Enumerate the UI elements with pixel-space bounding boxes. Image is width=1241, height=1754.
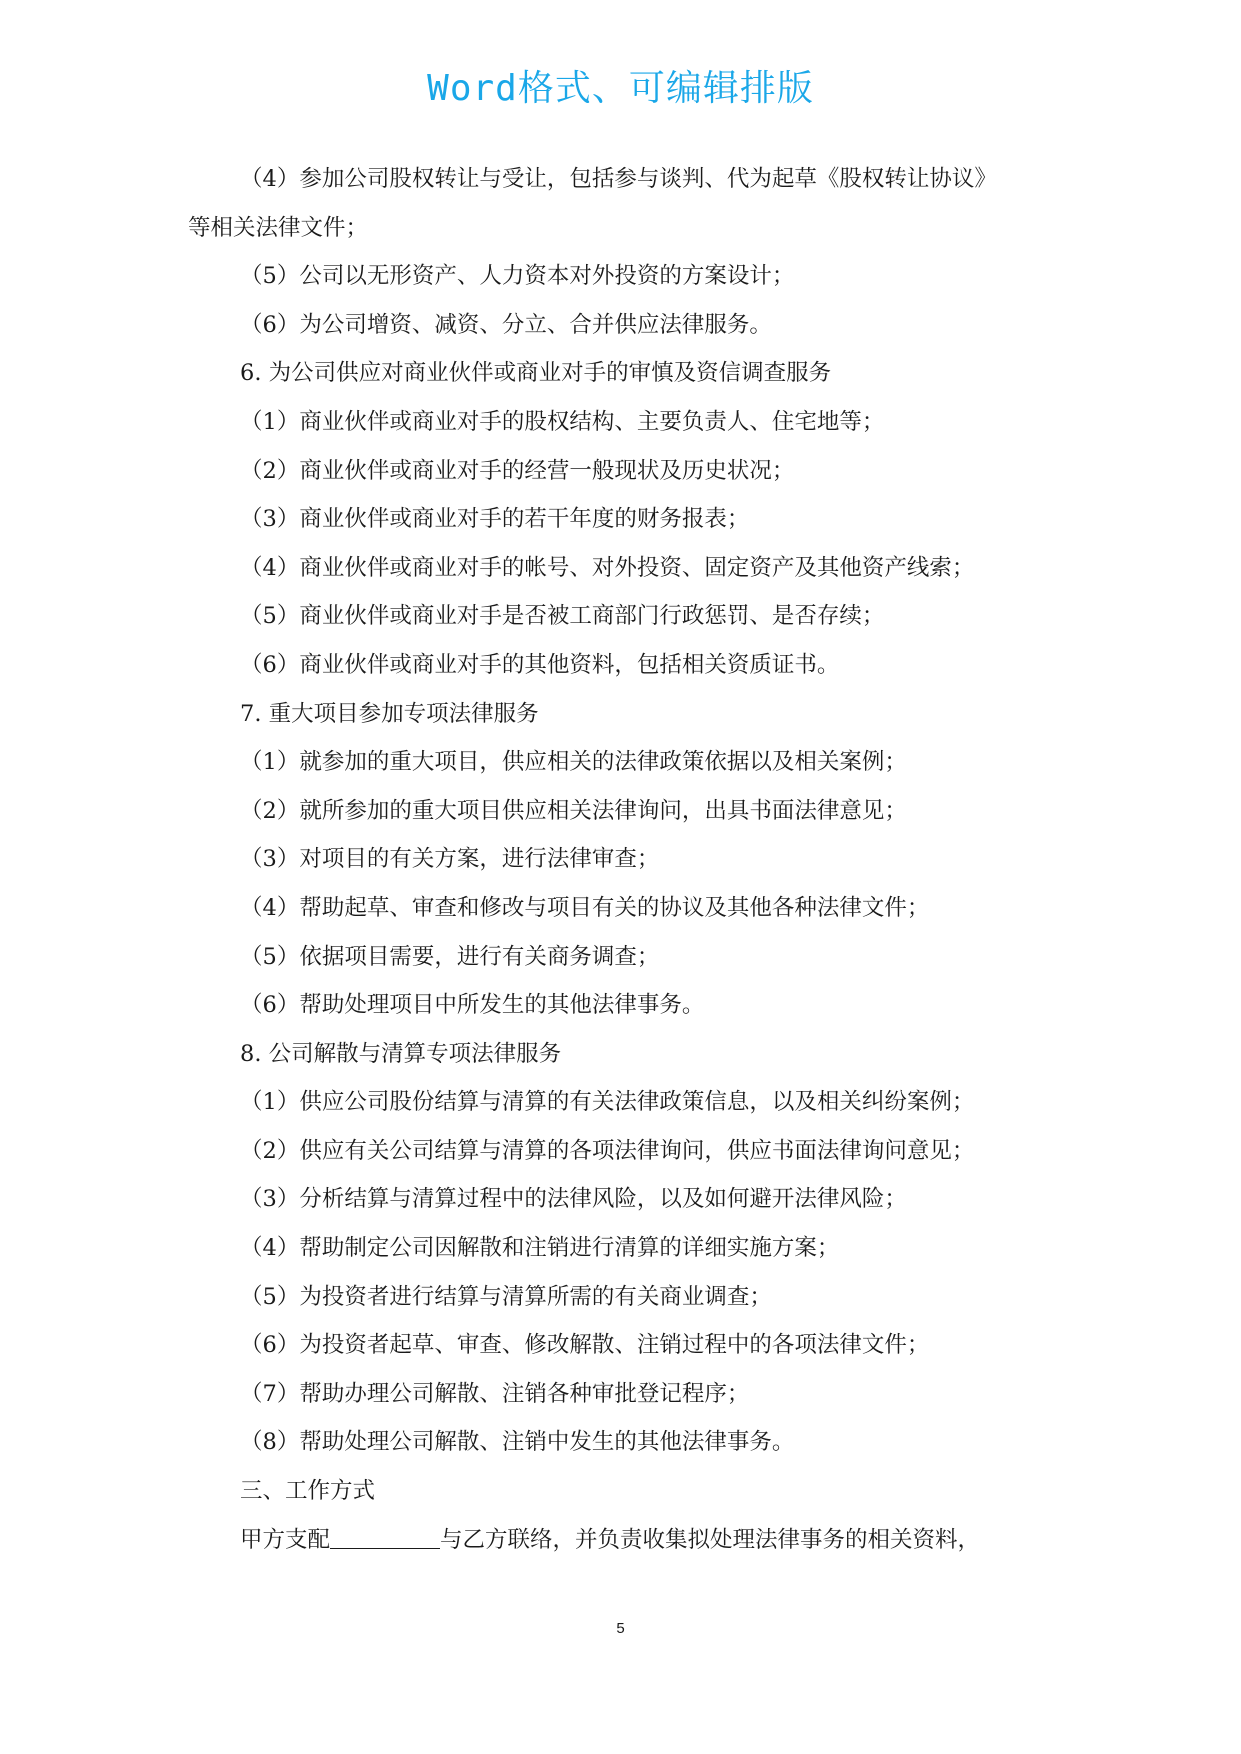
paragraph-line: （3）对项目的有关方案，进行法律审查； [240, 846, 660, 873]
fill-in-blank[interactable] [330, 1520, 440, 1549]
paragraph-line: （4）帮助制定公司因解散和注销进行清算的详细实施方案； [240, 1235, 840, 1262]
line-prefix: 甲方支配 [240, 1526, 331, 1553]
paragraph-line: （5）商业伙伴或商业对手是否被工商部门行政惩罚、是否存续； [240, 603, 885, 630]
line-suffix: 与乙方联络，并负责收集拟处理法律事务的相关资料， [440, 1526, 981, 1553]
document-header-title: Word格式、可编辑排版 [427, 68, 814, 109]
section-heading: 7. 重大项目参加专项法律服务 [240, 700, 539, 727]
page-number: 5 [616, 1620, 625, 1637]
section-heading: 6. 为公司供应对商业伙伴或商业对手的审慎及资信调查服务 [240, 360, 832, 387]
document-body [188, 155, 1068, 1564]
paragraph-line: （6）为公司增资、减资、分立、合并供应法律服务。 [240, 311, 772, 338]
paragraph-line: （2）商业伙伴或商业对手的经营一般现状及历史状况； [240, 457, 795, 484]
paragraph-line: （6）帮助处理项目中所发生的其他法律事务。 [240, 992, 705, 1019]
paragraph-line: （3）分析结算与清算过程中的法律风险，以及如何避开法律风险； [240, 1186, 907, 1213]
paragraph-line: （2）供应有关公司结算与清算的各项法律询问，供应书面法律询问意见； [240, 1137, 975, 1164]
section-heading: 8. 公司解散与清算专项法律服务 [240, 1040, 562, 1067]
paragraph-line: （4）帮助起草、审查和修改与项目有关的协议及其他各种法律文件； [240, 894, 930, 921]
paragraph-line: （5）公司以无形资产、人力资本对外投资的方案设计； [240, 263, 795, 290]
paragraph-line: （4）商业伙伴或商业对手的帐号、对外投资、固定资产及其他资产线索； [240, 554, 975, 581]
paragraph-line: （1）供应公司股份结算与清算的有关法律政策信息，以及相关纠纷案例； [240, 1089, 975, 1116]
paragraph-line: （6）为投资者起草、审查、修改解散、注销过程中的各项法律文件； [240, 1332, 930, 1359]
paragraph-line: （5）为投资者进行结算与清算所需的有关商业调查； [240, 1283, 772, 1310]
paragraph-line: （1）商业伙伴或商业对手的股权结构、主要负责人、住宅地等； [240, 408, 885, 435]
paragraph-line: （1）就参加的重大项目，供应相关的法律政策依据以及相关案例； [240, 749, 907, 776]
paragraph-line: （3）商业伙伴或商业对手的若干年度的财务报表； [240, 506, 750, 533]
paragraph-line: （5）依据项目需要，进行有关商务调查； [240, 943, 660, 970]
paragraph-line: 等相关法律文件； [188, 214, 369, 241]
paragraph-line: （6）商业伙伴或商业对手的其他资料，包括相关资质证书。 [240, 651, 840, 678]
paragraph-line-with-blank [188, 1516, 1068, 1565]
paragraph-line: （7）帮助办理公司解散、注销各种审批登记程序； [240, 1380, 750, 1407]
section-heading: 三、工作方式 [240, 1478, 376, 1505]
paragraph-line: （8）帮助处理公司解散、注销中发生的其他法律事务。 [240, 1429, 795, 1456]
paragraph-line: （4）参加公司股权转让与受让，包括参与谈判、代为起草《股权转让协议》 [240, 166, 997, 192]
paragraph-line: （2）就所参加的重大项目供应相关法律询问，出具书面法律意见； [240, 797, 907, 824]
